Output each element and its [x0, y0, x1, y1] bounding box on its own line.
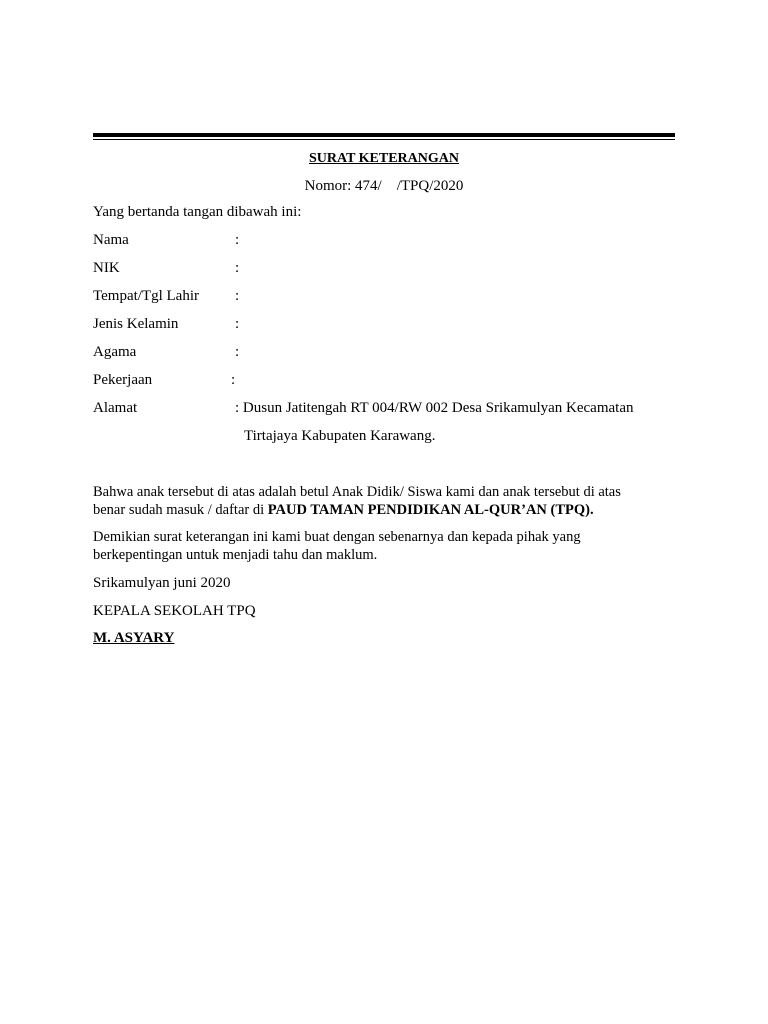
institution-name: PAUD TAMAN PENDIDIKAN AL-QUR’AN (TPQ).: [267, 502, 594, 518]
paragraph-2: [93, 528, 675, 564]
paragraph-1-line-2-text: benar sudah masuk / daftar di: [93, 502, 268, 518]
field-colon-jenis-kelamin: :: [235, 316, 240, 332]
signer-position: KEPALA SEKOLAH TPQ: [93, 603, 256, 619]
paragraph-2-line-2: berkepentingan untuk menjadi tahu dan maklum.: [93, 547, 378, 563]
header-rule-thin: [93, 139, 675, 140]
field-label-alamat: Alamat: [93, 400, 138, 416]
field-label-nik: NIK: [93, 260, 120, 276]
intro-text: Yang bertanda tangan dibawah ini:: [93, 204, 302, 220]
field-colon-agama: :: [235, 344, 240, 360]
document-number: Nomor: 474/ /TPQ/2020: [304, 178, 464, 194]
paragraph-1-line-2: [93, 501, 675, 519]
field-label-pekerjaan: Pekerjaan: [93, 372, 153, 388]
field-value-alamat: : Dusun Jatitengah RT 004/RW 002 Desa Srikamulyan Kecamatan: [235, 400, 634, 416]
signer-name: M. ASYARY: [93, 630, 175, 646]
field-label-agama: Agama: [93, 344, 137, 360]
paragraph-1: [93, 483, 675, 519]
field-colon-tempat-tgl-lahir: :: [235, 288, 240, 304]
place-date: Srikamulyan juni 2020: [93, 575, 231, 591]
paragraph-2-line-1: Demikian surat keterangan ini kami buat dengan sebenarnya dan kepada pihak yang: [93, 529, 581, 545]
field-label-tempat-tgl-lahir: Tempat/Tgl Lahir: [93, 288, 199, 304]
field-colon-pekerjaan: :: [231, 372, 236, 388]
field-colon-nama: :: [235, 232, 240, 248]
field-label-nama: Nama: [93, 232, 129, 248]
header-rule-thick: [93, 133, 675, 137]
field-colon-nik: :: [235, 260, 240, 276]
field-label-jenis-kelamin: Jenis Kelamin: [93, 316, 179, 332]
document-title: SURAT KETERANGAN: [308, 151, 459, 166]
paragraph-1-line-1: Bahwa anak tersebut di atas adalah betul Anak Didik/ Siswa kami dan anak tersebut di atas: [93, 484, 621, 500]
alamat-continuation: Tirtajaya Kabupaten Karawang.: [244, 428, 436, 444]
